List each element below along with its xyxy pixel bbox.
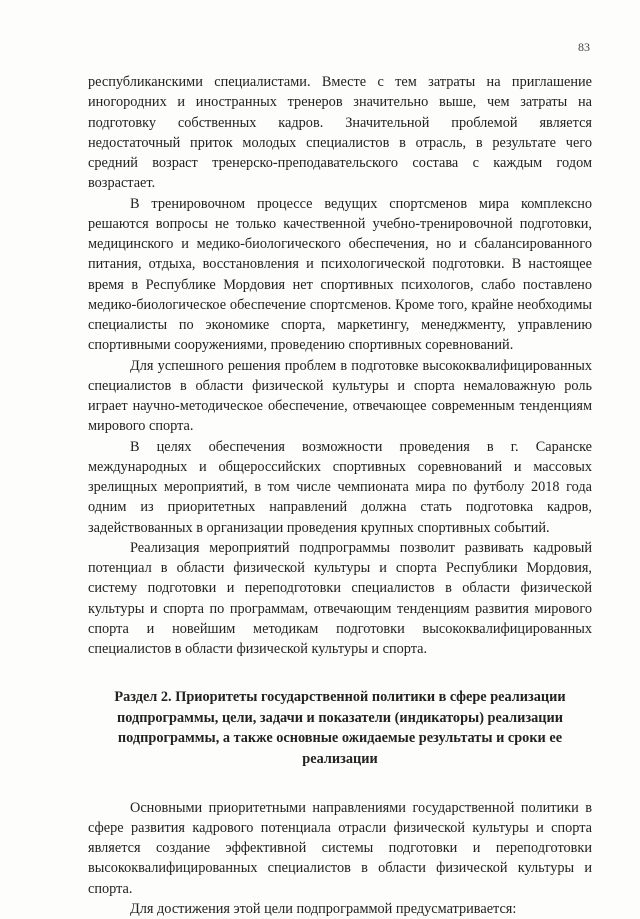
paragraph-saransk-events: В целях обеспечения возможности проведения в г. Саранске международных и общероссийских спортивных соревнований и массовых зрелищных мероприятий, в том числе чемпионата мира по футболу 2018 года одним из приоритетных направлений должна стать подготовка кадров, задействованных в организации проведения крупных спортивных событий. bbox=[88, 438, 592, 536]
document-body bbox=[88, 72, 592, 919]
paragraph-methodological-support: Для успешного решения проблем в подготовке высококвалифицированных специалистов в области физической культуры и спорта немаловажную роль играет научно-методическое обеспечение, отвечающее современным тенденциям мирового спорта. bbox=[88, 357, 592, 435]
paragraph-training-process: В тренировочном процессе ведущих спортсменов мира комплексно решаются вопросы не только качественной учебно-тренировочной подготовки, медицинского и медико-биологического обеспечения, но и сбалансированного питания, отдыха, восстановления и психологической подготовки. В настоящее время в Республике Мордовия нет спортивных психологов, слабо поставлено медико-биологическое обеспечение спортсменов. Кроме того, крайне необходимы специалисты по экономике спорта, маркетингу, менеджменту, управлению спортивными сооружениями, проведению спортивных соревнований. bbox=[88, 195, 592, 354]
paragraph-continuation: республиканскими специалистами. Вместе с тем затраты на приглашение иногородних и иностранных тренеров значительно выше, чем затраты на подготовку собственных кадров. Значительной проблемой является недостаточный приток молодых специалистов в отрасль, в результате чего средний возраст тренерско-преподавательского состава с каждым годом возрастает. bbox=[88, 74, 592, 192]
page-number: 83 bbox=[578, 40, 590, 54]
section-heading: Раздел 2. Приоритеты государственной политики в сфере реализации подпрограммы, цели, задачи и показатели (индикаторы) реализации подпрограммы, а также основные ожидаемые результаты и сроки ее реализации bbox=[114, 689, 566, 768]
paragraph-goal-achievement: Для достижения этой цели подпрограммой предусматривается: bbox=[130, 900, 517, 917]
paragraph-priority-directions: Основными приоритетными направлениями государственной политики в сфере развития кадрового потенциала отрасли физической культуры и спорта является создание эффективной системы подготовки и переподготовки высококвалифицированных специалистов в области физической культуры и спорта. bbox=[88, 799, 592, 897]
paragraph-subprogram-implementation: Реализация мероприятий подпрограммы позволит развивать кадровый потенциал в области физической культуры и спорта Республики Мордовия, систему подготовки и переподготовки специалистов в области физической культуры и спорта по программам, отвечающим тенденциям развития мирового спорта и новейшим методикам подготовки высококвалифицированных специалистов в области физической культуры и спорта. bbox=[88, 539, 592, 657]
